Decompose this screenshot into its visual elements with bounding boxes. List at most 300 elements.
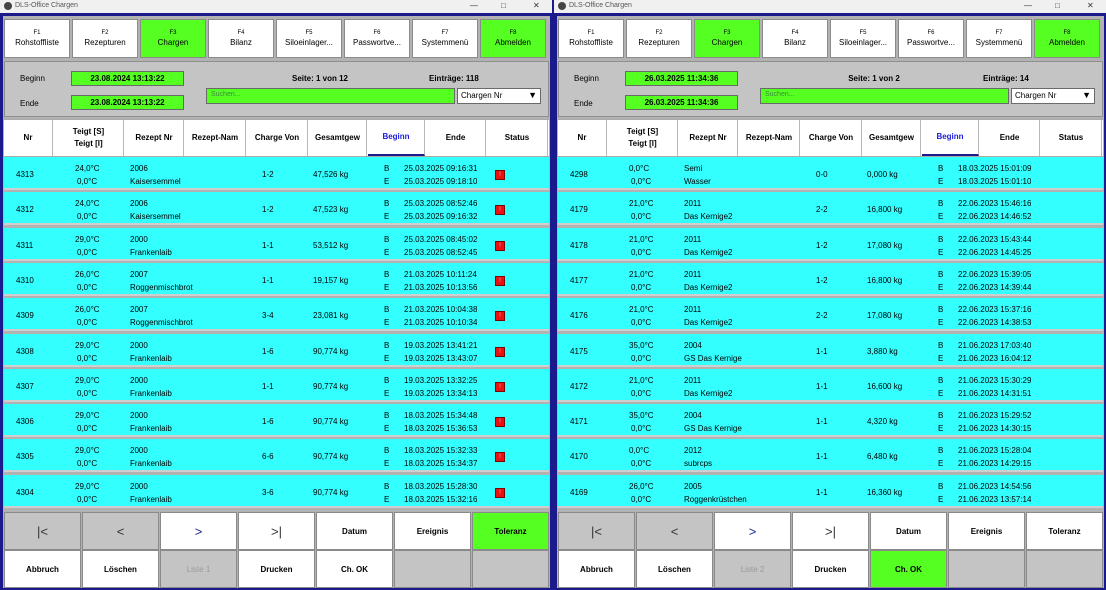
end-marker: E	[938, 459, 944, 469]
begin-marker: B	[938, 411, 944, 421]
charge-von: 3-6	[262, 487, 274, 497]
gesamtgewicht: 6,480 kg	[867, 452, 898, 462]
table-row[interactable]	[4, 298, 549, 331]
abbruch-button[interactable]	[558, 550, 635, 588]
table-row[interactable]	[558, 298, 1103, 331]
fkey-number: F7	[995, 30, 1003, 36]
col-teigtemp-header[interactable]	[608, 120, 678, 156]
end-marker: E	[938, 494, 944, 504]
col-gesamtgewicht-header[interactable]	[863, 120, 921, 156]
col-ende-header[interactable]	[426, 120, 486, 156]
loeschen-button[interactable]	[82, 550, 159, 588]
fkey-f8-button[interactable]	[1034, 19, 1100, 58]
charge-nr: 4298	[570, 170, 588, 179]
table-row[interactable]	[4, 157, 549, 190]
teig-temp-soll: 29,0°C	[75, 411, 100, 421]
charge-nr: 4170	[570, 452, 588, 462]
fkey-label: Passwortve...	[352, 38, 401, 47]
end-time: 25.03.2025 09:18:10	[404, 177, 478, 186]
search-input[interactable]: Suchen...	[760, 88, 1009, 104]
teig-temp-soll: 26,0°C	[629, 481, 654, 491]
teig-temp-soll: 21,0°C	[629, 199, 654, 209]
status-error-icon[interactable]: !	[495, 276, 505, 286]
charge-von: 1-6	[262, 417, 274, 427]
status-error-icon[interactable]: !	[495, 311, 505, 321]
status-error-icon[interactable]: !	[495, 452, 505, 462]
begin-time: 19.03.2025 13:41:21	[404, 340, 478, 350]
rezept-name: Frankenlaib	[130, 424, 172, 434]
fkey-f4-button[interactable]	[762, 19, 828, 58]
end-marker: E	[384, 247, 390, 257]
charge-nr: 4313	[16, 170, 34, 179]
left-window	[0, 0, 552, 590]
rezept-name: Frankenlaib	[130, 353, 172, 363]
table-row[interactable]	[4, 439, 549, 472]
table-row[interactable]	[4, 263, 549, 296]
loeschen-button[interactable]	[636, 550, 713, 588]
begin-date-field[interactable]: 26.03.2025 11:34:36	[625, 71, 738, 86]
prev-page-button[interactable]	[636, 512, 713, 550]
search-input[interactable]: Suchen...	[206, 88, 455, 104]
button-label: Liste 1	[186, 564, 211, 574]
begin-date-field[interactable]: 23.08.2024 13:13:22	[71, 71, 184, 86]
teig-temp-soll: 26,0°C	[75, 305, 100, 315]
rezept-nr: 2006	[130, 164, 148, 173]
teig-temp-ist: 0,0°C	[631, 318, 652, 328]
end-time: 22.06.2023 14:45:25	[958, 247, 1032, 257]
teig-temp-soll: 24,0°C	[75, 199, 100, 209]
next-page-button[interactable]	[160, 512, 237, 550]
charge-von: 1-2	[262, 205, 274, 215]
rezept-nr: 2000	[130, 411, 148, 421]
rezept-nr: 2000	[130, 234, 148, 244]
ereignis-button[interactable]	[394, 512, 471, 550]
rezept-nr: 2005	[684, 481, 702, 491]
rezept-name: GS Das Kernige	[684, 353, 742, 363]
empty-button-slot	[948, 550, 1025, 588]
begin-time: 18.03.2025 15:28:30	[404, 481, 478, 491]
maximize-icon[interactable]: □	[1055, 1, 1060, 10]
column-header-label: Ende	[999, 133, 1020, 142]
fkey-f2-button[interactable]	[626, 19, 692, 58]
begin-time: 21.06.2023 17:03:40	[958, 340, 1032, 350]
charge-table-body	[558, 157, 1103, 509]
empty-button-slot	[1026, 550, 1103, 588]
column-header-label: Status	[504, 133, 530, 142]
charge-von: 1-1	[262, 240, 274, 250]
close-icon[interactable]: ✕	[1087, 1, 1094, 10]
begin-marker: B	[384, 234, 390, 244]
sort-select-value: Chargen Nr	[461, 91, 503, 100]
end-time: 21.06.2023 14:29:15	[958, 459, 1032, 469]
begin-marker: B	[938, 481, 944, 491]
col-status-header[interactable]	[487, 120, 548, 156]
last-page-icon: >|	[271, 523, 282, 539]
rezept-name: Das Kernige2	[684, 282, 733, 292]
col-beginn-header[interactable]	[368, 120, 425, 156]
rezept-name: Roggenmischbrot	[130, 318, 193, 328]
filter-panel	[558, 61, 1103, 117]
rezept-nr: 2006	[130, 199, 148, 209]
fkey-f3-button[interactable]	[694, 19, 760, 58]
end-marker: E	[384, 459, 390, 469]
fkey-label: Rohstoffliste	[15, 38, 59, 47]
fkey-f5-button[interactable]	[830, 19, 896, 58]
teig-temp-soll: 29,0°C	[75, 340, 100, 350]
title-bar	[0, 0, 552, 13]
charge-nr: 4306	[16, 417, 34, 427]
fkey-number: F6	[927, 30, 935, 36]
status-error-icon[interactable]: !	[495, 170, 505, 180]
col-status-header[interactable]	[1041, 120, 1102, 156]
teig-temp-soll: 21,0°C	[629, 305, 654, 315]
teig-temp-soll: 35,0°C	[629, 340, 654, 350]
begin-marker: B	[384, 340, 390, 350]
fkey-f2-button[interactable]	[72, 19, 138, 58]
teig-temp-soll: 29,0°C	[75, 375, 100, 385]
begin-time: 21.06.2023 15:29:52	[958, 411, 1032, 421]
rezept-nr: 2011	[684, 199, 702, 209]
table-row[interactable]	[558, 334, 1103, 367]
end-label: Ende	[20, 99, 39, 108]
ereignis-button[interactable]	[948, 512, 1025, 550]
column-header-label: Rezept-Nam	[745, 133, 793, 142]
maximize-icon[interactable]: □	[501, 1, 506, 10]
begin-label: Beginn	[574, 74, 599, 83]
status-error-icon[interactable]: !	[495, 347, 505, 357]
charge-nr: 4310	[16, 275, 34, 285]
teig-temp-ist: 0,0°C	[77, 318, 98, 328]
fkey-f6-button[interactable]	[344, 19, 410, 58]
table-row[interactable]	[558, 369, 1103, 402]
button-label: Toleranz	[494, 526, 527, 536]
first-page-button[interactable]	[558, 512, 635, 550]
col-gesamtgewicht-header[interactable]	[309, 120, 367, 156]
button-label: Ereignis	[416, 526, 449, 536]
begin-marker: B	[384, 481, 390, 491]
table-row[interactable]	[558, 475, 1103, 508]
begin-marker: B	[384, 305, 390, 315]
table-row[interactable]	[4, 192, 549, 225]
rezept-name: Frankenlaib	[130, 388, 172, 398]
teig-temp-soll: 29,0°C	[75, 446, 100, 456]
col-charge-von-header[interactable]	[247, 120, 308, 156]
charge-nr: 4311	[16, 240, 34, 250]
fkey-label: Siloeinlager...	[838, 38, 888, 47]
charge-nr: 4171	[570, 417, 588, 427]
liste-button[interactable]	[160, 550, 237, 588]
table-row[interactable]	[558, 404, 1103, 437]
teig-temp-ist: 0,0°C	[631, 459, 652, 469]
gesamtgewicht: 3,880 kg	[867, 346, 898, 356]
fkey-label: Passwortve...	[906, 38, 955, 47]
abbruch-button[interactable]	[4, 550, 81, 588]
first-page-icon: |<	[37, 523, 48, 539]
charge-von: 6-6	[262, 452, 274, 462]
table-row[interactable]	[4, 228, 549, 261]
empty-button-slot	[394, 550, 471, 588]
charge-ok-button[interactable]	[870, 550, 947, 588]
begin-time: 25.03.2025 09:16:31	[404, 164, 478, 173]
column-header-label: Nr	[577, 133, 587, 142]
fkey-label: Abmelden	[1048, 38, 1086, 47]
fkey-number: F2	[101, 30, 109, 36]
col-rezept-nr-header[interactable]	[125, 120, 184, 156]
button-label: Abbruch	[26, 564, 59, 574]
end-date-field[interactable]: 23.08.2024 13:13:22	[71, 95, 184, 110]
end-marker: E	[938, 212, 944, 222]
fkey-f1-button[interactable]	[4, 19, 70, 58]
toleranz-button[interactable]	[1026, 512, 1103, 550]
table-row[interactable]	[4, 334, 549, 367]
last-page-button[interactable]	[792, 512, 869, 550]
status-error-icon[interactable]: !	[495, 417, 505, 427]
table-row[interactable]	[4, 369, 549, 402]
begin-time: 18.03.2025 15:34:48	[404, 411, 478, 421]
liste-button[interactable]	[714, 550, 791, 588]
fkey-number: F3	[723, 30, 731, 36]
charge-nr: 4305	[16, 452, 34, 462]
charge-von: 1-1	[262, 275, 274, 285]
charge-nr: 4172	[570, 381, 588, 391]
prev-page-icon: <	[116, 523, 125, 539]
minimize-icon[interactable]: —	[1024, 1, 1032, 10]
button-label: Abbruch	[580, 564, 613, 574]
begin-marker: B	[938, 269, 944, 279]
charge-nr: 4308	[16, 346, 34, 356]
fkey-f7-button[interactable]	[966, 19, 1032, 58]
end-date-field[interactable]: 26.03.2025 11:34:36	[625, 95, 738, 110]
rezept-name: subrcps	[684, 459, 713, 469]
charge-von: 2-2	[816, 311, 828, 321]
gesamtgewicht: 17,080 kg	[867, 240, 903, 250]
function-key-bar	[4, 19, 549, 58]
sort-select-value: Chargen Nr	[1015, 91, 1057, 100]
sort-select[interactable]	[457, 88, 541, 104]
charge-von: 1-1	[816, 417, 828, 427]
end-marker: E	[938, 177, 944, 186]
navigation-bar	[4, 512, 549, 550]
end-time: 21.06.2023 13:57:14	[958, 494, 1032, 504]
datum-button[interactable]	[316, 512, 393, 550]
col-teigtemp-header[interactable]	[54, 120, 124, 156]
fkey-label: Bilanz	[230, 38, 252, 47]
rezept-nr: 2000	[130, 446, 148, 456]
fkey-f7-button[interactable]	[412, 19, 478, 58]
toleranz-button[interactable]	[472, 512, 549, 550]
rezept-name: Das Kernige2	[684, 388, 733, 398]
drucken-button[interactable]	[792, 550, 869, 588]
end-time: 25.03.2025 08:52:45	[404, 247, 478, 257]
col-rezept-nr-header[interactable]	[679, 120, 738, 156]
table-row[interactable]	[558, 192, 1103, 225]
dropdown-arrow-icon: ▼	[528, 90, 537, 100]
begin-time: 22.06.2023 15:43:44	[958, 234, 1032, 244]
window-title: DLS-Office Chargen	[15, 2, 78, 9]
teig-temp-soll: 35,0°C	[629, 411, 654, 421]
col-rezept-name-header[interactable]	[739, 120, 800, 156]
fkey-number: F6	[373, 30, 381, 36]
charge-von: 1-6	[262, 346, 274, 356]
fkey-label: Rezepturen	[638, 38, 680, 47]
button-label: Datum	[342, 526, 367, 536]
gesamtgewicht: 90,774 kg	[313, 487, 349, 497]
column-header-label: Gesamtgew	[315, 133, 360, 142]
status-error-icon[interactable]: !	[495, 241, 505, 251]
begin-time: 18.03.2025 15:32:33	[404, 446, 478, 456]
col-rezept-name-header[interactable]	[185, 120, 246, 156]
col-ende-header[interactable]	[980, 120, 1040, 156]
fkey-label: Systemmenü	[421, 38, 469, 47]
begin-marker: B	[384, 164, 390, 173]
navigation-bar	[558, 512, 1103, 550]
end-time: 21.06.2023 14:31:51	[958, 388, 1032, 398]
button-label: Liste 2	[740, 564, 765, 574]
fkey-label: Chargen	[711, 38, 743, 47]
gesamtgewicht: 90,774 kg	[313, 381, 349, 391]
table-row[interactable]	[558, 263, 1103, 296]
fkey-number: F8	[1063, 30, 1071, 36]
table-row[interactable]	[558, 157, 1103, 190]
end-time: 22.06.2023 14:38:53	[958, 318, 1032, 328]
column-header-label: Teigt [I]	[628, 139, 657, 148]
minimize-icon[interactable]: —	[470, 1, 478, 10]
fkey-number: F3	[169, 30, 177, 36]
dropdown-arrow-icon: ▼	[1082, 90, 1091, 100]
end-time: 19.03.2025 13:34:13	[404, 388, 478, 398]
rezept-nr: Semi	[684, 164, 703, 173]
end-marker: E	[384, 424, 390, 434]
last-page-button[interactable]	[238, 512, 315, 550]
begin-marker: B	[938, 164, 944, 173]
fkey-label: Abmelden	[494, 38, 532, 47]
fkey-f8-button[interactable]	[480, 19, 546, 58]
rezept-name: Frankenlaib	[130, 247, 172, 257]
right-window	[554, 0, 1106, 590]
fkey-number: F5	[859, 30, 867, 36]
button-label: Ereignis	[970, 526, 1003, 536]
button-label: Drucken	[260, 564, 293, 574]
sort-select[interactable]	[1011, 88, 1095, 104]
table-row[interactable]	[4, 475, 549, 508]
fkey-f4-button[interactable]	[208, 19, 274, 58]
teig-temp-ist: 0,0°C	[631, 282, 652, 292]
rezept-name: Das Kernige2	[684, 318, 733, 328]
teig-temp-soll: 29,0°C	[75, 234, 100, 244]
charge-nr: 4175	[570, 346, 588, 356]
fkey-f6-button[interactable]	[898, 19, 964, 58]
teig-temp-soll: 21,0°C	[629, 269, 654, 279]
end-time: 18.03.2025 15:32:16	[404, 494, 478, 504]
table-row[interactable]	[558, 439, 1103, 472]
datum-button[interactable]	[870, 512, 947, 550]
col-charge-von-header[interactable]	[801, 120, 862, 156]
end-time: 19.03.2025 13:43:07	[404, 353, 478, 363]
charge-ok-button[interactable]	[316, 550, 393, 588]
rezept-nr: 2004	[684, 411, 702, 421]
entry-count: Einträge: 118	[429, 74, 479, 83]
begin-time: 25.03.2025 08:45:02	[404, 234, 478, 244]
gesamtgewicht: 17,080 kg	[867, 311, 903, 321]
fkey-f3-button[interactable]	[140, 19, 206, 58]
end-marker: E	[938, 424, 944, 434]
end-marker: E	[384, 353, 390, 363]
teig-temp-ist: 0,0°C	[77, 247, 98, 257]
end-marker: E	[384, 212, 390, 222]
begin-time: 22.06.2023 15:46:16	[958, 199, 1032, 209]
begin-time: 22.06.2023 15:37:16	[958, 305, 1032, 315]
end-time: 22.06.2023 14:39:44	[958, 282, 1032, 292]
begin-label: Beginn	[20, 74, 45, 83]
begin-time: 18.03.2025 15:01:09	[958, 164, 1032, 173]
charge-von: 1-2	[816, 275, 828, 285]
fkey-number: F1	[587, 30, 595, 36]
charge-nr: 4304	[16, 487, 34, 497]
button-label: Ch. OK	[894, 564, 923, 574]
table-row[interactable]	[558, 228, 1103, 261]
teig-temp-ist: 0,0°C	[77, 282, 98, 292]
gesamtgewicht: 53,512 kg	[313, 240, 349, 250]
next-page-button[interactable]	[714, 512, 791, 550]
begin-marker: B	[384, 199, 390, 209]
begin-marker: B	[938, 234, 944, 244]
status-error-icon[interactable]: !	[495, 488, 505, 498]
column-header-label: Gesamtgew	[869, 133, 914, 142]
status-error-icon[interactable]: !	[495, 205, 505, 215]
charge-von: 1-1	[816, 346, 828, 356]
teig-temp-soll: 26,0°C	[75, 269, 100, 279]
teig-temp-ist: 0,0°C	[77, 494, 98, 504]
page-info: Seite: 1 von 12	[291, 74, 349, 83]
rezept-nr: 2007	[130, 269, 148, 279]
begin-marker: B	[384, 375, 390, 385]
fkey-label: Chargen	[157, 38, 189, 47]
col-beginn-header[interactable]	[922, 120, 979, 156]
gesamtgewicht: 16,800 kg	[867, 205, 903, 215]
end-marker: E	[384, 388, 390, 398]
fkey-f5-button[interactable]	[276, 19, 342, 58]
teig-temp-ist: 0,0°C	[631, 424, 652, 434]
end-marker: E	[938, 282, 944, 292]
teig-temp-ist: 0,0°C	[77, 424, 98, 434]
rezept-name: Roggenkrüstchen	[684, 494, 747, 504]
end-time: 22.06.2023 14:46:52	[958, 212, 1032, 222]
col-nr-header[interactable]	[4, 120, 53, 156]
app-body	[3, 16, 550, 588]
end-marker: E	[384, 177, 390, 186]
action-bar	[558, 550, 1103, 588]
gesamtgewicht: 4,320 kg	[867, 417, 898, 427]
fkey-number: F7	[441, 30, 449, 36]
drucken-button[interactable]	[238, 550, 315, 588]
rezept-name: GS Das Kernige	[684, 424, 742, 434]
fkey-label: Bilanz	[784, 38, 806, 47]
rezept-name: Das Kernige2	[684, 247, 733, 257]
charge-von: 3-4	[262, 311, 274, 321]
rezept-name: Kaisersemmel	[130, 177, 181, 186]
status-error-icon[interactable]: !	[495, 382, 505, 392]
rezept-nr: 2011	[684, 269, 702, 279]
col-nr-header[interactable]	[558, 120, 607, 156]
table-row[interactable]	[4, 404, 549, 437]
fkey-number: F4	[237, 30, 245, 36]
fkey-f1-button[interactable]	[558, 19, 624, 58]
close-icon[interactable]: ✕	[533, 1, 540, 10]
prev-page-button[interactable]	[82, 512, 159, 550]
fkey-label: Rohstoffliste	[569, 38, 613, 47]
begin-marker: B	[938, 446, 944, 456]
first-page-button[interactable]	[4, 512, 81, 550]
